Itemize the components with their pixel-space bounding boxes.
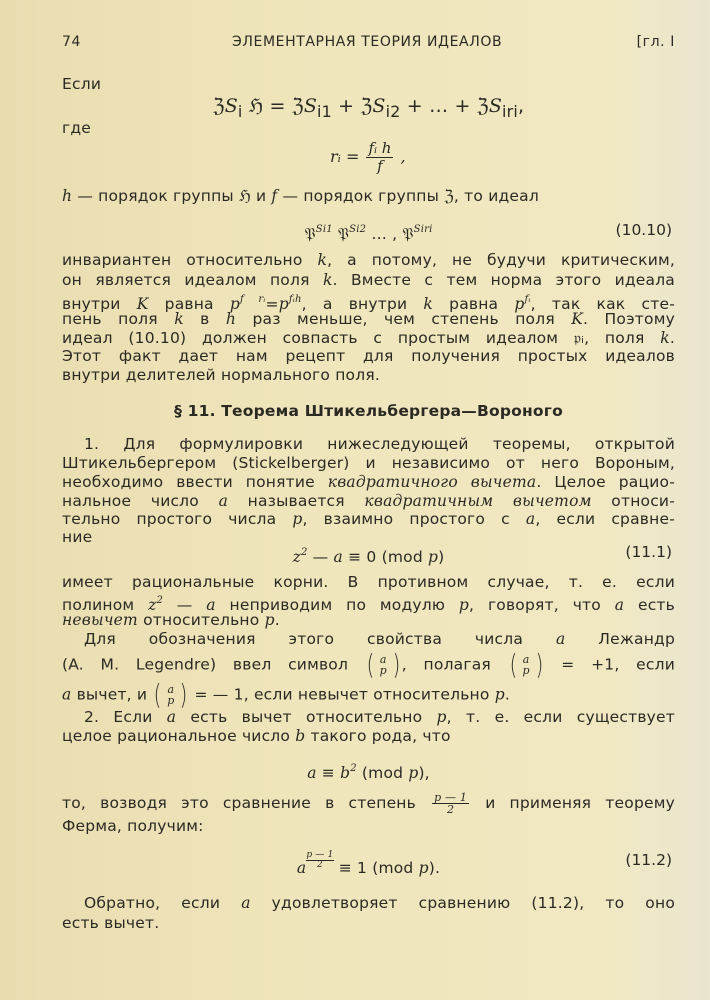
math-italic: b xyxy=(295,727,306,745)
math-italic: a xyxy=(241,894,251,912)
text: необходимо ввести понятие xyxy=(62,473,328,491)
text-line xyxy=(62,913,675,933)
math-italic: p xyxy=(229,295,241,313)
text: Штикельбергером (Stickelberger) и независимо от него Вороным, xyxy=(62,454,675,472)
text: § 11. Теорема Штикельбергера—Вороного xyxy=(174,402,563,420)
paren-left: ( xyxy=(154,678,162,711)
text-line xyxy=(62,629,675,649)
paren-left: ( xyxy=(509,648,518,681)
text: ) xyxy=(438,548,445,566)
text: он является идеалом поля xyxy=(62,271,323,289)
text: , говорят, что xyxy=(469,596,615,614)
formula xyxy=(62,543,675,567)
math-italic: S xyxy=(372,95,386,117)
page-number: 74 xyxy=(62,34,82,50)
text: 𝔓 xyxy=(304,225,316,243)
superscript: 2 xyxy=(300,547,308,558)
math-italic: f xyxy=(271,187,278,205)
math-italic: a xyxy=(62,685,72,704)
math-italic: b xyxy=(340,764,351,782)
text: … , 𝔓 xyxy=(366,225,414,243)
text: пень поля xyxy=(62,310,175,328)
fraction xyxy=(521,654,532,676)
legendre-symbol xyxy=(365,648,402,681)
text: полином xyxy=(62,596,149,614)
formula-r xyxy=(330,140,406,175)
math-italic: невычет xyxy=(62,611,138,629)
math-italic: h xyxy=(225,310,237,328)
denominator: p xyxy=(522,664,530,677)
math-italic: a xyxy=(166,708,177,726)
paren-right: ) xyxy=(535,648,543,681)
text: раз меньше, чем степень поля xyxy=(236,310,572,328)
text: равна xyxy=(433,295,515,313)
text: идеал (10.10) должен совпасть с простым идеалом 𝔭ᵢ, поля xyxy=(62,329,661,347)
text: есть вычет. xyxy=(62,914,160,932)
math-italic: a xyxy=(218,492,229,510)
text: и применяя теорему xyxy=(471,794,675,812)
text: внутри делителей нормального поля. xyxy=(62,366,380,384)
text: Если xyxy=(62,75,102,93)
paren-right: ) xyxy=(392,648,401,681)
text: . Целое рацио- xyxy=(536,473,675,491)
text: Обратно, если xyxy=(84,894,242,912)
text: то, возводя это сравнение в степень xyxy=(62,794,431,812)
math-italic: p xyxy=(418,859,429,877)
exponent-fraction xyxy=(306,851,333,870)
math-italic: квадратичного вычета xyxy=(327,473,537,491)
text: целое рациональное число xyxy=(62,727,296,745)
math-italic: p xyxy=(458,596,470,614)
math-italic: p xyxy=(436,708,447,726)
text: ние xyxy=(62,528,93,546)
math-italic: a xyxy=(614,596,625,614)
legendre-symbol xyxy=(508,648,545,681)
math-italic: p xyxy=(514,295,525,313)
math-italic: k xyxy=(423,295,434,313)
math-italic: a xyxy=(296,859,307,877)
text-line xyxy=(62,309,675,329)
numerator: fᵢ h xyxy=(368,139,392,157)
text: относительно xyxy=(137,611,265,629)
text: (A. M. Legendre) ввел символ xyxy=(62,655,365,674)
math-italic: S xyxy=(224,95,238,117)
text: вычет, и xyxy=(71,685,153,704)
text: . xyxy=(504,685,510,704)
text: , а потому, не будучи критическим, xyxy=(327,251,675,269)
math-italic: p xyxy=(428,548,439,566)
numerator: a xyxy=(522,653,530,666)
text: нальное число xyxy=(62,492,219,510)
paren-left: ( xyxy=(366,648,375,681)
math-italic: p xyxy=(494,685,505,704)
section-heading xyxy=(62,401,675,421)
math-italic: S xyxy=(303,95,318,117)
text: , взаимно простого с xyxy=(302,510,526,528)
text: есть вычет относительно xyxy=(176,708,437,726)
text: + … + ℨ xyxy=(400,95,489,117)
text: имеет рациональные корни. В противном случае, т. е. если xyxy=(62,573,675,591)
fraction xyxy=(366,140,393,175)
text-line xyxy=(62,509,675,529)
legendre-symbol xyxy=(152,678,189,711)
math-italic: z xyxy=(148,596,157,614)
text: = +1, если xyxy=(544,655,675,674)
text: , если сравне- xyxy=(535,510,675,528)
superscript: Si1 xyxy=(315,224,333,235)
formula xyxy=(62,759,675,783)
text-line xyxy=(62,186,675,206)
text: ). xyxy=(428,859,441,877)
text-line xyxy=(62,491,675,511)
text: — порядок группы ℌ и xyxy=(72,187,272,205)
math-italic: a xyxy=(555,630,566,648)
text: (mod xyxy=(356,764,409,782)
text: Для обозначения этого свойства числа xyxy=(84,630,556,648)
text-line xyxy=(62,648,675,681)
text: ), xyxy=(418,764,430,782)
math-italic: квадратичным вычетом xyxy=(364,492,592,510)
text: , т. е. если существует xyxy=(446,708,675,726)
superscript: 2 xyxy=(350,763,357,774)
superscript: fᵢ xyxy=(524,294,531,305)
formula xyxy=(62,220,675,244)
text-line xyxy=(62,74,675,94)
math-italic: k xyxy=(174,310,184,328)
text-line xyxy=(62,434,675,454)
fraction xyxy=(432,792,469,815)
text: + ℨ xyxy=(331,95,373,117)
text: ℨ xyxy=(212,95,225,117)
formula-lhs: rᵢ = xyxy=(330,147,360,166)
text-line xyxy=(62,610,675,630)
text-line xyxy=(62,453,675,473)
math-italic: k xyxy=(322,271,333,289)
chapter-label: [гл. I xyxy=(636,34,675,50)
text: 2. Если xyxy=(84,708,167,726)
denominator: 2 xyxy=(316,860,323,870)
math-italic: a xyxy=(206,596,216,614)
numerator: a xyxy=(379,653,387,666)
denominator: p xyxy=(379,664,387,677)
text: Этот факт дает нам рецепт для получения простых идеалов xyxy=(62,347,675,365)
text: = xyxy=(265,295,279,313)
text: тельно простого числа xyxy=(62,510,293,528)
math-italic: p xyxy=(278,295,289,313)
denominator: 2 xyxy=(446,803,455,816)
text-line xyxy=(62,707,675,727)
equation-number: (11.1) xyxy=(625,543,672,561)
text: неприводим по модулю xyxy=(215,596,459,614)
math-italic: k xyxy=(317,251,328,269)
math-italic: z xyxy=(292,548,301,566)
equation-number: (11.2) xyxy=(625,851,672,869)
denominator: p xyxy=(167,694,175,707)
text-line xyxy=(62,572,675,592)
text-line xyxy=(62,346,675,366)
punct: , xyxy=(400,147,406,166)
math-italic: k xyxy=(660,329,670,347)
formula xyxy=(62,851,675,878)
math-italic: a xyxy=(333,548,343,566)
paren-right: ) xyxy=(179,678,188,711)
math-italic: a xyxy=(307,764,317,782)
fraction xyxy=(165,684,176,706)
text: 𝔓 xyxy=(332,225,350,243)
text: есть xyxy=(624,596,676,614)
math-italic: p xyxy=(408,764,419,782)
superscript: fᵢh xyxy=(288,294,302,305)
text-line xyxy=(62,270,675,290)
equation-number: (10.10) xyxy=(615,221,672,239)
superscript: f rᵢ xyxy=(240,294,266,305)
math-italic: h xyxy=(62,187,73,205)
math-italic: K xyxy=(571,310,584,328)
text: , а внутри xyxy=(301,295,424,313)
numerator: p — 1 xyxy=(306,850,334,860)
subscript: i2 xyxy=(385,101,401,121)
text: где xyxy=(62,119,91,137)
fraction xyxy=(378,654,389,676)
math-italic: p xyxy=(292,510,303,528)
text: такого рода, что xyxy=(305,727,451,745)
denominator: f xyxy=(377,157,383,175)
running-title: ЭЛЕМЕНТАРНАЯ ТЕОРИЯ ИДЕАЛОВ xyxy=(232,34,503,50)
text: ≡ 0 (mod xyxy=(342,548,428,566)
superscript: Siri xyxy=(413,224,433,235)
text-line xyxy=(62,250,675,270)
text-line xyxy=(62,472,675,492)
math-italic: K xyxy=(136,295,149,313)
text-line xyxy=(62,678,675,711)
text: . xyxy=(274,611,280,629)
superscript: 2 xyxy=(156,595,164,606)
text-line xyxy=(62,816,675,836)
text: . Поэтому xyxy=(583,310,675,328)
text: Лежандр xyxy=(565,630,676,648)
text: — xyxy=(163,596,207,614)
text: 1. Для формулировки нижеследующей теоремы, открытой xyxy=(84,435,675,453)
text-line xyxy=(62,328,675,348)
text: относи- xyxy=(591,492,675,510)
text: — xyxy=(307,548,334,566)
subscript: i xyxy=(237,101,243,121)
text: внутри xyxy=(62,295,137,313)
math-italic: p xyxy=(264,611,275,629)
text: в xyxy=(183,310,226,328)
text: , xyxy=(517,95,525,117)
text: , полагая xyxy=(401,655,508,674)
math-italic: a xyxy=(525,510,536,528)
text: . Вместе с тем норма этого идеала xyxy=(332,271,675,289)
text: ≡ xyxy=(316,764,341,782)
text: = — 1, если невычет относительно xyxy=(189,685,495,704)
text-line xyxy=(62,365,675,385)
text-line xyxy=(62,792,675,815)
text: . xyxy=(669,329,675,347)
text-line xyxy=(62,118,675,138)
text: Ферма, получим: xyxy=(62,817,204,835)
text: ≡ 1 (mod xyxy=(333,859,419,877)
numerator: a xyxy=(167,683,175,696)
numerator: p — 1 xyxy=(434,791,468,804)
math-italic: S xyxy=(488,95,503,117)
text-line xyxy=(62,893,675,913)
subscript: iri xyxy=(502,101,518,121)
text: — порядок группы ℨ, то идеал xyxy=(277,187,539,205)
text: равна xyxy=(148,295,230,313)
text: называется xyxy=(228,492,365,510)
text: ℌ = ℨ xyxy=(242,95,304,117)
superscript: Si2 xyxy=(349,224,367,235)
text: инвариантен относительно xyxy=(62,251,318,269)
text-line xyxy=(62,726,675,746)
subscript: i1 xyxy=(317,101,332,121)
text: удовлетворяет сравнению (11.2), то оно xyxy=(250,894,675,912)
text: , так как сте- xyxy=(530,295,675,313)
